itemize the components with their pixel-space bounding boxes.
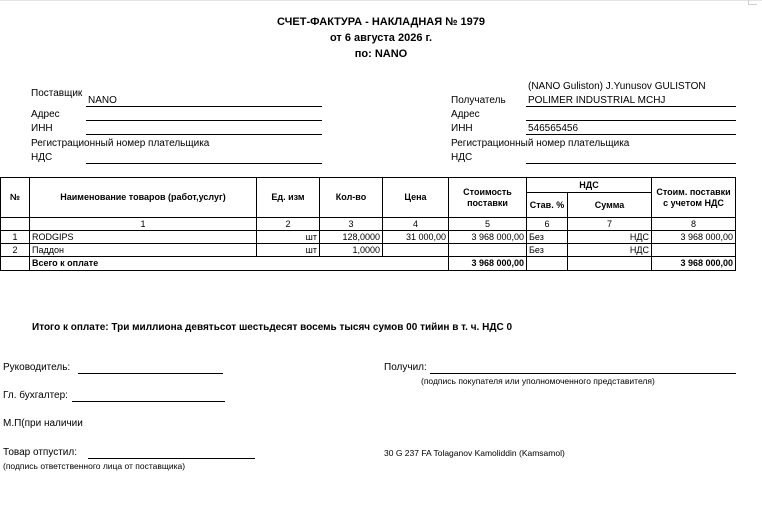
col-total-header: Стоим. поставки с учетом НДС — [652, 178, 736, 218]
supplier-label: Поставщик — [31, 88, 83, 99]
col-qty-header: Кол-во — [320, 178, 383, 218]
received-signature-line — [430, 373, 736, 374]
row-name: RODGIPS — [30, 231, 257, 244]
supplier-nds-label: НДС — [31, 152, 53, 163]
col-number-blank — [1, 218, 30, 231]
items-table — [0, 177, 736, 271]
recipient-line2: POLIMER INDUSTRIAL MCHJ — [528, 95, 666, 106]
recipient-nds-label: НДС — [451, 152, 473, 163]
column-numbers-row — [1, 218, 736, 231]
recipient-reg-label: Регистрационный номер плательщика — [451, 138, 630, 149]
stamp-label: М.П(при наличии — [3, 418, 83, 429]
row-nds-rate: Без — [527, 244, 568, 257]
recipient-address-label: Адрес — [451, 109, 480, 120]
corner-mark — [748, 0, 757, 5]
row-total: 3 968 000,00 — [652, 231, 736, 244]
col-cost-header: Стоимость поставки — [449, 178, 527, 218]
row-price — [383, 244, 449, 257]
total-nds-sum-blank — [568, 257, 652, 271]
table-row — [1, 231, 736, 244]
col-price-header: Цена — [383, 178, 449, 218]
supplier-value: NANO — [88, 95, 117, 106]
row-nds-sum: НДС — [568, 231, 652, 244]
recipient-line — [526, 106, 736, 107]
accountant-label: Гл. бухгалтер: — [3, 390, 68, 401]
supplier-nds-line — [86, 163, 322, 164]
col-nds-rate-header: Став. % — [527, 193, 568, 218]
head-label: Руководитель: — [3, 362, 71, 373]
col-number: 6 — [527, 218, 568, 231]
col-number: 8 — [652, 218, 736, 231]
page-top-edge — [0, 0, 762, 1]
recipient-inn-line — [526, 134, 736, 135]
total-nds-rate-blank — [527, 257, 568, 271]
recipient-address-line — [526, 120, 736, 121]
col-number: 2 — [257, 218, 320, 231]
supplier-inn-line — [86, 134, 322, 135]
col-num-header: № — [1, 178, 30, 218]
supplier-reg-label: Регистрационный номер плательщика — [31, 138, 210, 149]
supplier-address-line — [86, 120, 322, 121]
col-unit-header: Ед. изм — [257, 178, 320, 218]
row-cost — [449, 244, 527, 257]
head-signature-line — [78, 373, 223, 374]
recipient-inn-label: ИНН — [451, 123, 473, 134]
row-total — [652, 244, 736, 257]
row-unit: шт — [257, 244, 320, 257]
row-num: 2 — [1, 244, 30, 257]
row-cost: 3 968 000,00 — [449, 231, 527, 244]
invoice-title: СЧЕТ-ФАКТУРА - НАКЛАДНАЯ № 1979 — [277, 16, 485, 28]
vehicle-info: 30 G 237 FA Tolaganov Kamoliddin (Kamsamol) — [384, 448, 565, 458]
invoice-date: от 6 августа 2026 г. — [329, 32, 433, 44]
recipient-label: Получатель — [451, 95, 506, 106]
invoice-contract: по: NANO — [354, 48, 408, 60]
row-name: Паддон — [30, 244, 257, 257]
row-num: 1 — [1, 231, 30, 244]
total-num-blank — [1, 257, 30, 271]
total-cost: 3 968 000,00 — [449, 257, 527, 271]
col-nds-sum-header: Сумма — [568, 193, 652, 218]
released-label: Товар отпустил: — [3, 447, 77, 458]
recipient-nds-line — [526, 163, 736, 164]
released-note: (подпись ответственного лица от поставщика) — [3, 461, 186, 471]
received-label: Получил: — [384, 362, 427, 373]
row-price: 31 000,00 — [383, 231, 449, 244]
col-number: 5 — [449, 218, 527, 231]
header-row-1 — [1, 178, 736, 193]
supplier-address-label: Адрес — [31, 109, 60, 120]
row-qty: 128,0000 — [320, 231, 383, 244]
total-sum: 3 968 000,00 — [652, 257, 736, 271]
row-nds-rate: Без — [527, 231, 568, 244]
total-label: Всего к оплате — [30, 257, 449, 271]
row-nds-sum: НДС — [568, 244, 652, 257]
accountant-signature-line — [72, 401, 225, 402]
table-row — [1, 244, 736, 257]
row-qty: 1,0000 — [320, 244, 383, 257]
col-name-header: Наименование товаров (работ,услуг) — [30, 178, 257, 218]
received-note: (подпись покупателя или уполномоченного представителя) — [421, 376, 655, 386]
col-nds-header: НДС — [527, 178, 652, 193]
col-number: 1 — [30, 218, 257, 231]
row-unit: шт — [257, 231, 320, 244]
col-number: 3 — [320, 218, 383, 231]
recipient-inn-value: 546565456 — [528, 123, 579, 134]
recipient-line1: (NANO Guliston) J.Yunusov GULISTON — [528, 81, 706, 92]
supplier-line — [86, 106, 322, 107]
total-row — [1, 257, 736, 271]
supplier-inn-label: ИНН — [31, 123, 53, 134]
col-number: 4 — [383, 218, 449, 231]
released-signature-line — [88, 458, 255, 459]
col-number: 7 — [568, 218, 652, 231]
amount-in-words: Итого к оплате: Три миллиона девятьсот шестьдесят восемь тысяч сумов 00 тийин в т. ч. НДС 0 — [32, 322, 513, 333]
